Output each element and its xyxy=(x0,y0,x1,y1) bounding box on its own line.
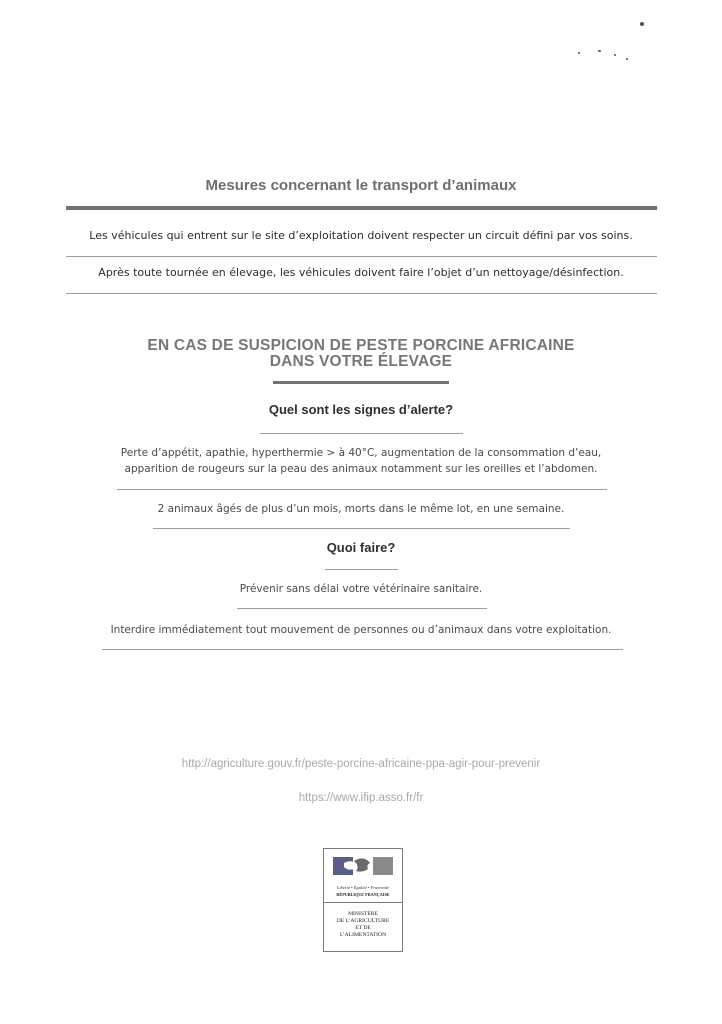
action-title: Quoi faire? xyxy=(326,540,396,555)
logo-ministere xyxy=(324,911,402,939)
link-agriculture[interactable]: http://agriculture.gouv.fr/peste-porcine-africaine-ppa-agir-pour-prevenir xyxy=(181,758,541,770)
scan-speck xyxy=(640,22,644,26)
sign-1-line-1: Perte d’appétit, apathie, hyperthermie > à 40°C, augmentation de la consommation d’eau, xyxy=(120,447,602,459)
divider xyxy=(117,489,607,490)
divider xyxy=(237,608,487,609)
divider xyxy=(260,433,463,434)
suspicion-heading-line-1: EN CAS DE SUSPICION DE PESTE PORCINE AFRICAINE xyxy=(147,337,575,354)
divider xyxy=(102,649,623,650)
scan-speck xyxy=(614,54,616,56)
transport-rule-2: Après toute tournée en élevage, les véhicules doivent faire l’objet d’un nettoyage/désinfection. xyxy=(98,266,624,279)
divider xyxy=(66,293,657,294)
ministere-line: L’ALIMENTATION xyxy=(339,932,387,938)
divider xyxy=(325,569,398,570)
sign-1-line-2: apparition de rougeurs sur la peau des animaux notamment sur les oreilles et l’abdomen. xyxy=(124,463,598,475)
link-ifip[interactable]: https://www.ifip.asso.fr/fr xyxy=(298,792,424,804)
signs-title: Quel sont les signes d’alerte? xyxy=(268,402,454,417)
marianne-emblem xyxy=(324,849,402,901)
suspicion-heading-line-2: DANS VOTRE ÉLEVAGE xyxy=(269,353,453,370)
title-underline-bar xyxy=(66,206,657,210)
divider xyxy=(66,256,657,257)
action-1: Prévenir sans délai votre vétérinaire sanitaire. xyxy=(239,583,483,595)
scan-speck xyxy=(598,50,601,52)
logo-motto: Liberté • Égalité • Fraternité xyxy=(336,885,390,890)
logo-republique: RÉPUBLIQUE FRANÇAISE xyxy=(336,892,390,897)
action-2: Interdire immédiatement tout mouvement de personnes ou d’animaux dans votre exploitation. xyxy=(110,624,612,636)
scan-speck xyxy=(578,52,580,54)
sign-2: 2 animaux âgés de plus d’un mois, morts dans le même lot, en une semaine. xyxy=(157,503,565,515)
ministry-logo xyxy=(323,848,403,952)
ministere-line: MINISTÈRE xyxy=(348,911,378,917)
marianne-icon xyxy=(324,849,402,885)
ministere-line: ET DE xyxy=(355,925,371,931)
logo-divider xyxy=(324,902,402,903)
divider xyxy=(153,528,570,529)
heading-underline-bar xyxy=(273,381,449,384)
scan-speck xyxy=(626,58,628,60)
transport-rule-1: Les véhicules qui entrent sur le site d’exploitation doivent respecter un circuit défini par vos soins. xyxy=(89,229,633,242)
transport-section-title: Mesures concernant le transport d’animaux xyxy=(205,177,517,194)
ministere-line: DE L’AGRICULTURE xyxy=(336,918,390,924)
